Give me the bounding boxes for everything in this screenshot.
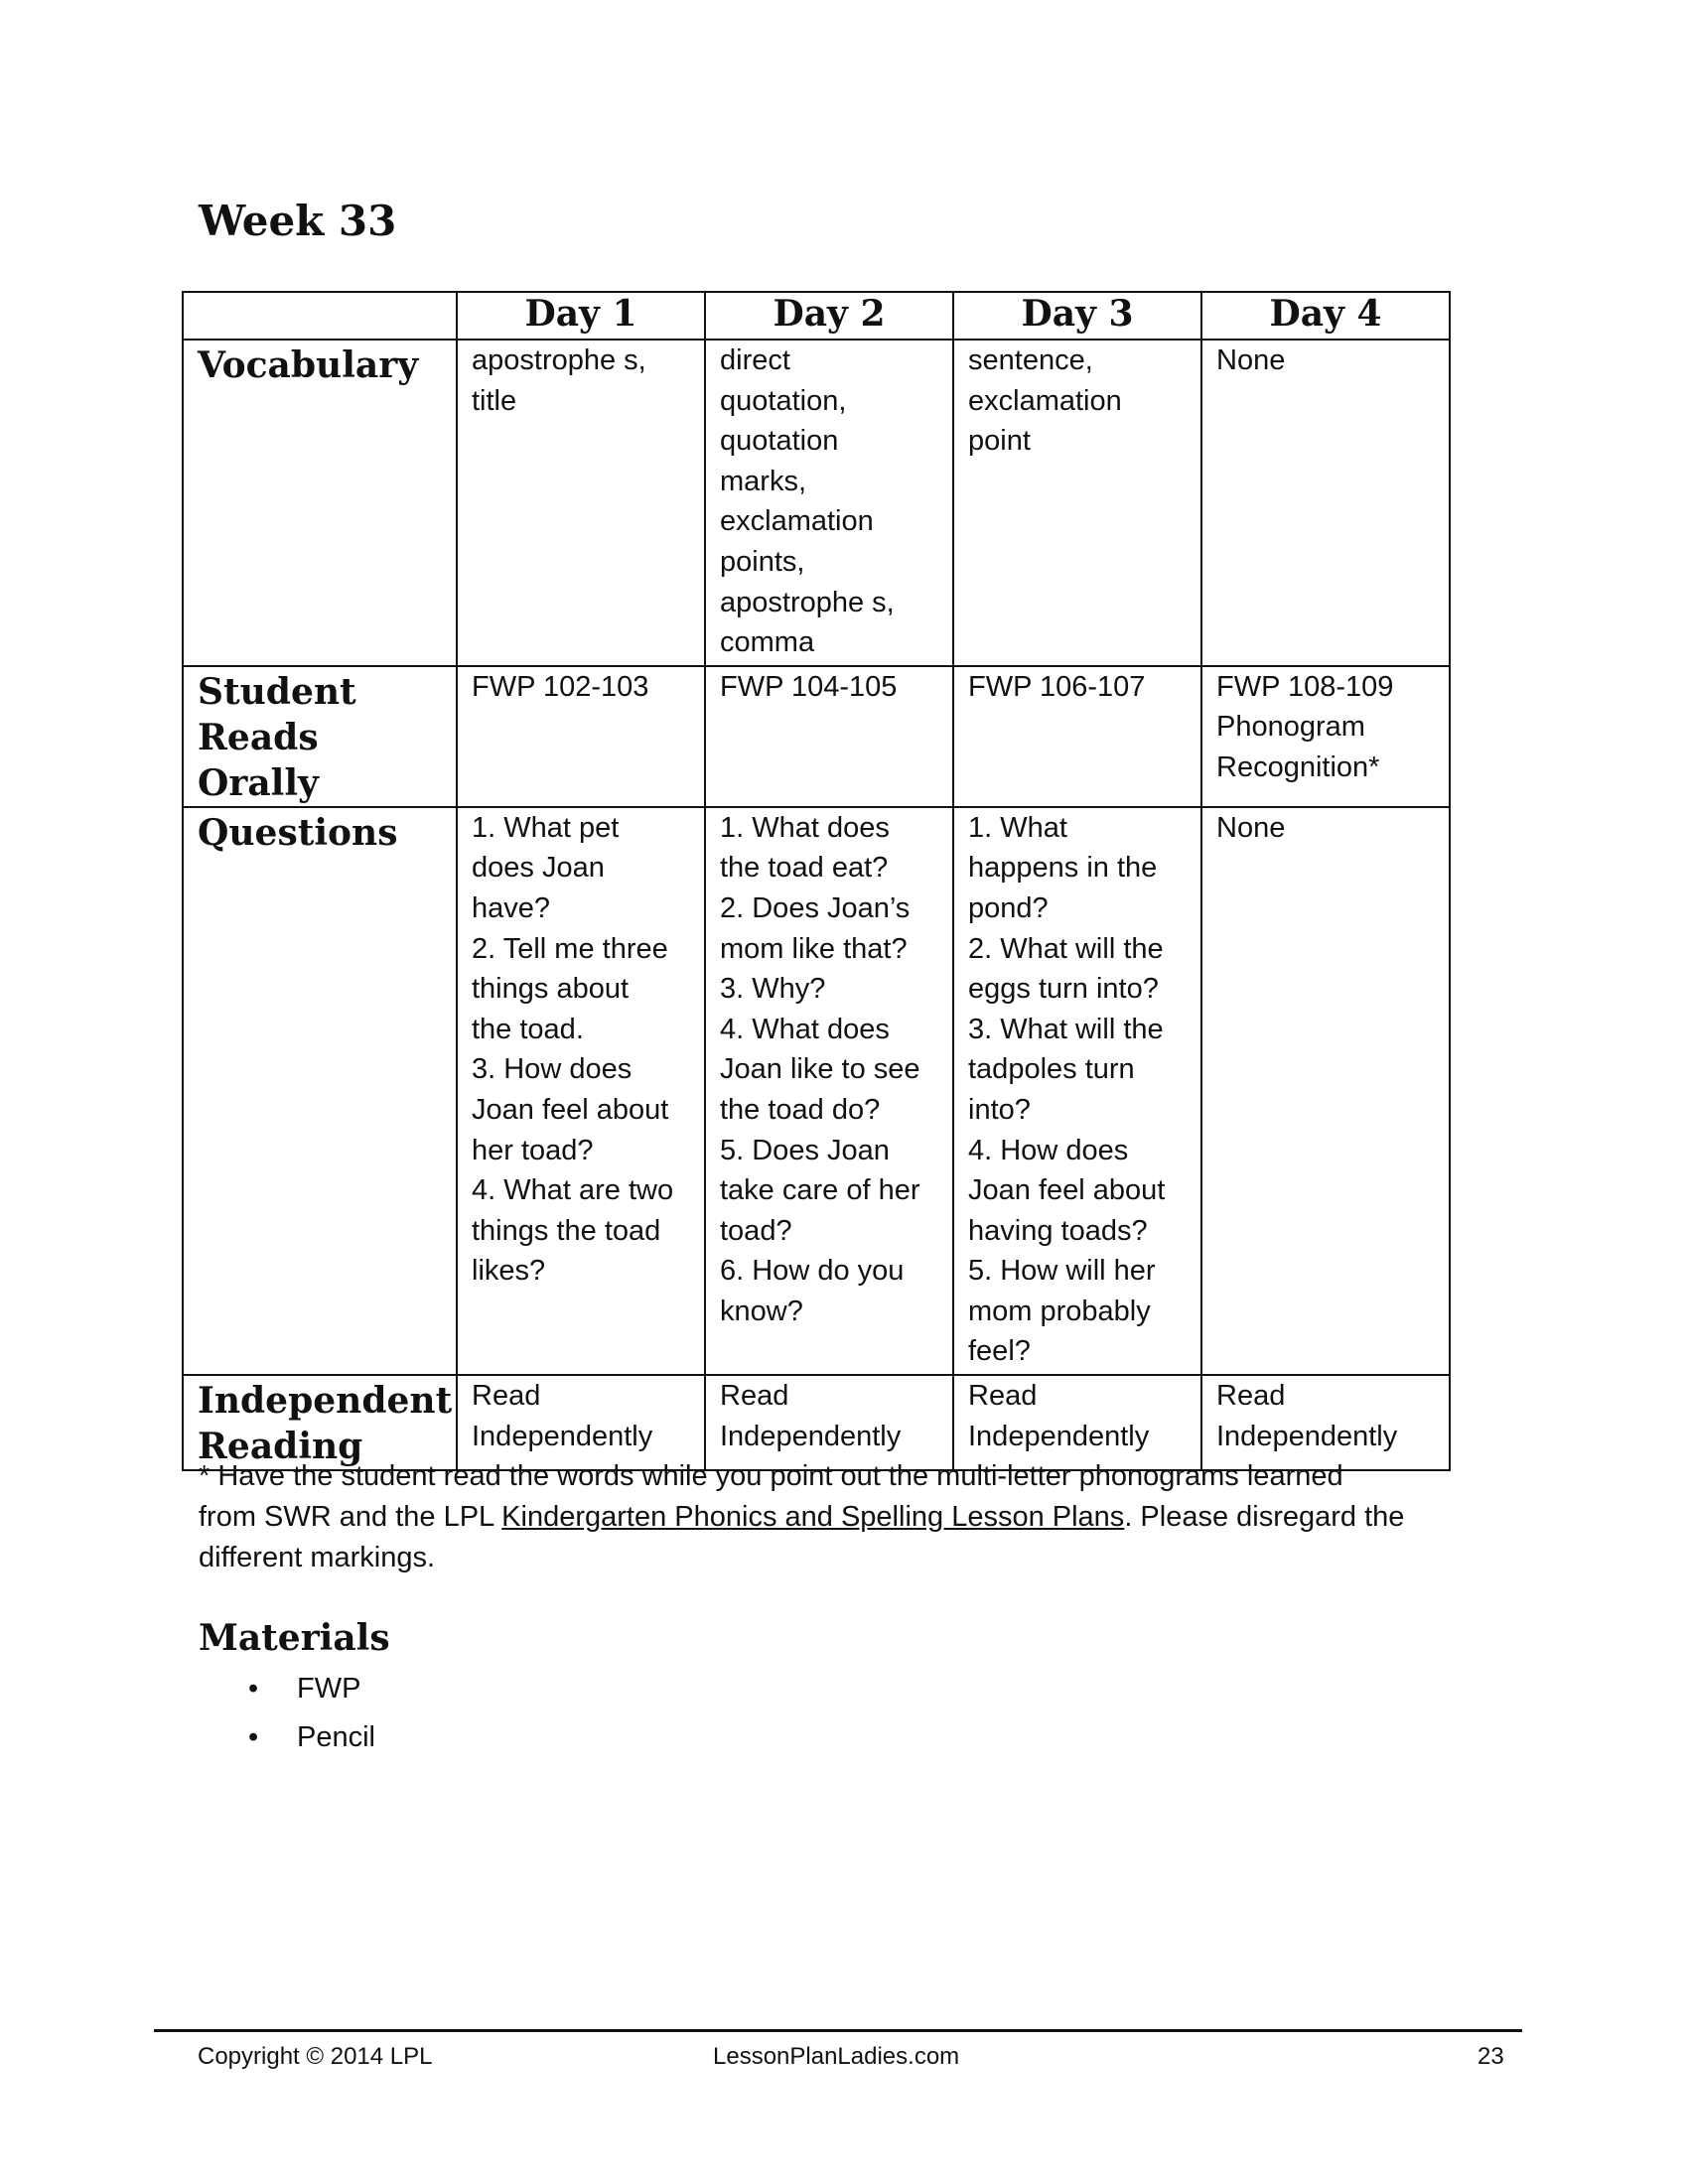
table-row-questions <box>183 807 1450 1375</box>
table-header-row <box>183 292 1450 340</box>
bullet-icon: • <box>248 1721 259 1753</box>
table-row-vocabulary <box>183 340 1450 666</box>
footnote-line <box>199 1497 1404 1538</box>
lesson-plan-table <box>182 291 1451 1471</box>
table-corner-cell <box>183 292 457 340</box>
materials-list <box>199 1665 375 1762</box>
footnote-text: * Have the student read the words while you point out the multi-letter phonograms learned <box>199 1460 1343 1492</box>
bullet-icon: • <box>248 1673 259 1705</box>
table-cell: None <box>1201 340 1450 666</box>
table-cell: Read Independently <box>457 1375 705 1470</box>
footnote-line <box>199 1456 1343 1497</box>
list-item <box>199 1665 375 1713</box>
table-cell: Read Independently <box>1201 1375 1450 1470</box>
column-header-day-4: Day 4 <box>1201 292 1450 340</box>
table-cell: FWP 104-105 <box>705 666 953 807</box>
table-cell: Read Independently <box>705 1375 953 1470</box>
footer-copyright: Copyright © 2014 LPL <box>198 2043 433 2070</box>
table-cell: sentence, exclamation point <box>953 340 1201 666</box>
materials-heading: Materials <box>199 1617 390 1659</box>
kindergarten-phonics-link[interactable]: Kindergarten Phonics and Spelling Lesson Plans <box>501 1501 1125 1533</box>
footnote-text: from SWR and the LPL <box>199 1501 502 1533</box>
table-cell: direct quotation, quotation marks, exclamation points, apostrophe s, comma <box>705 340 953 666</box>
table-cell: 1. What does the toad eat? 2. Does Joan’s mom like that? 3. Why? 4. What does Joan like to see the toad do? 5. Does Joan take care of her toad? 6. How do you know? <box>705 807 953 1375</box>
footer-site: LessonPlanLadies.com <box>713 2043 960 2070</box>
footnote-text: different markings. <box>199 1542 436 1573</box>
table-row-student-reads-orally <box>183 666 1450 807</box>
page-title: Week 33 <box>199 197 397 245</box>
footnote-text: . Please disregard the <box>1124 1501 1405 1533</box>
material-label: Pencil <box>297 1721 375 1753</box>
row-label-questions: Questions <box>183 807 457 1375</box>
material-label: FWP <box>297 1673 361 1705</box>
row-label-independent-reading: Independent Reading <box>183 1375 457 1470</box>
column-header-day-3: Day 3 <box>953 292 1201 340</box>
table-cell: FWP 106-107 <box>953 666 1201 807</box>
list-item <box>199 1713 375 1762</box>
table-cell: apostrophe s, title <box>457 340 705 666</box>
column-header-day-2: Day 2 <box>705 292 953 340</box>
table-cell: None <box>1201 807 1450 1375</box>
row-label-student-reads-orally: Student Reads Orally <box>183 666 457 807</box>
table-cell: 1. What pet does Joan have? 2. Tell me three things about the toad. 3. How does Joan feel about her toad? 4. What are two things the toad likes? <box>457 807 705 1375</box>
footer-divider <box>154 2029 1522 2032</box>
table-cell: 1. What happens in the pond? 2. What will the eggs turn into? 3. What will the tadpoles turn into? 4. How does Joan feel about having toads? 5. How will her mom probably feel? <box>953 807 1201 1375</box>
page-number: 23 <box>1477 2043 1504 2070</box>
table-cell: FWP 102-103 <box>457 666 705 807</box>
table-cell: Read Independently <box>953 1375 1201 1470</box>
footnote-line <box>199 1538 435 1578</box>
row-label-vocabulary: Vocabulary <box>183 340 457 666</box>
table-cell: FWP 108-109 Phonogram Recognition* <box>1201 666 1450 807</box>
column-header-day-1: Day 1 <box>457 292 705 340</box>
